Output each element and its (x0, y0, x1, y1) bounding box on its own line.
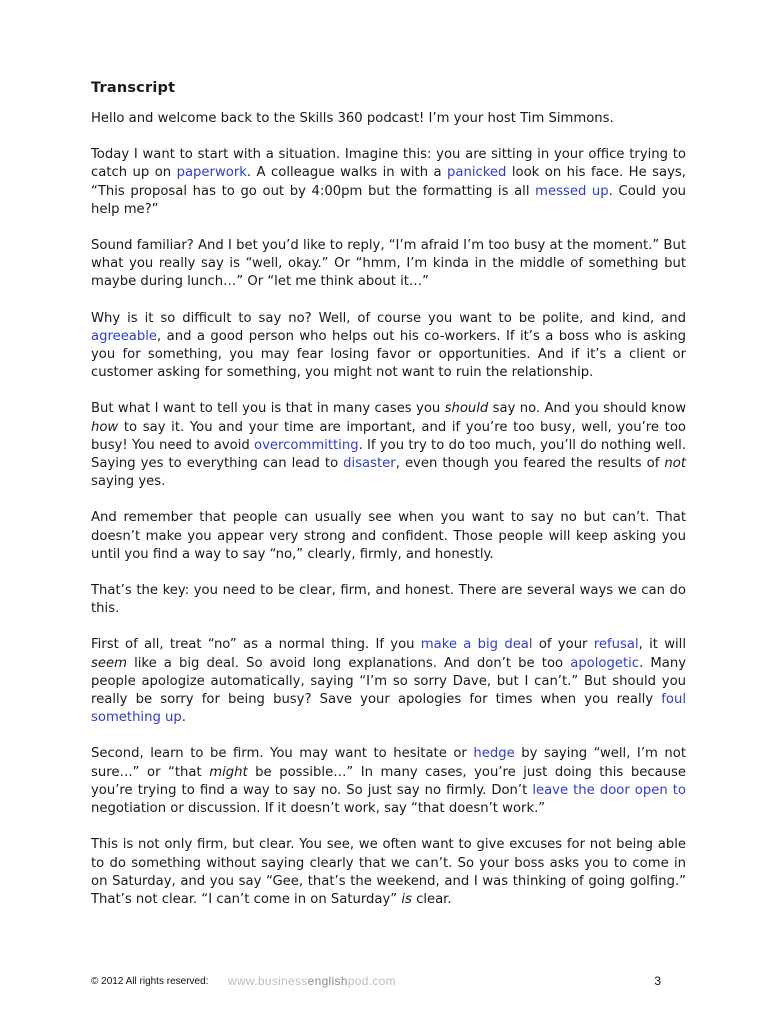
paragraph-text: be possible…” In many cases, you’re just doing this because you’re trying to find a way to say no. So just say no firmly. Don’t (91, 764, 686, 798)
vocabulary-keyword: make a big deal (420, 637, 533, 653)
paragraph-text: But what I want to tell you is that in many cases you (91, 401, 445, 417)
paragraph-text: Hello and welcome back to the Skills 360 podcast! I’m your host Tim Simmons. (91, 111, 614, 126)
paragraph-text: Second, learn to be firm. You may want to hesitate or (91, 746, 474, 762)
emphasis-text: might (209, 764, 248, 780)
paragraph-text: That’s the key: you need to be clear, firm, and honest. There are several ways we can do this. (91, 583, 686, 617)
paragraph-text: to say it. You and your time are important, and if you’re too busy, well, you’re too busy! You need to avoid (91, 419, 686, 453)
paragraph-text: , and a good person who helps out his co-workers. If it’s a boss who is asking you for something, you may fear losing favor or opportunities. And if it’s a client or customer asking for something, you might not want to ruin the relationship. (91, 328, 686, 381)
transcript-paragraph (91, 110, 686, 128)
vocabulary-keyword: panicked (447, 165, 507, 181)
page-title: Transcript (91, 80, 176, 96)
vocabulary-keyword: leave the door open to (532, 782, 686, 798)
transcript-paragraph (91, 745, 686, 818)
paragraph-text: First of all, treat “no” as a normal thing. If you (91, 637, 421, 653)
transcript-page (91, 80, 686, 927)
paragraph-text: . If you try to do too much, you’ll do nothing well. Saying yes to everything can lead to (91, 437, 686, 472)
website-url-prefix: www.business (228, 974, 308, 988)
website-url-bold: english (307, 974, 348, 988)
paragraph-text: say no. And you should know (488, 401, 686, 417)
paragraph-text: Today I want to start with a situation. Imagine this: you are sitting in your office trying to catch up on (91, 147, 686, 181)
transcript-paragraph (91, 636, 686, 727)
vocabulary-keyword: messed up (535, 183, 609, 199)
emphasis-text: not (664, 456, 686, 472)
paragraph-text: , even though you feared the results of (395, 456, 665, 472)
paragraph-text: , it will (638, 637, 686, 653)
website-url-suffix: pod.com (347, 974, 396, 988)
transcript-paragraph (91, 582, 686, 618)
transcript-paragraph (91, 310, 686, 383)
emphasis-text: seem (91, 655, 127, 671)
paragraph-text: Sound familiar? And I bet you’d like to reply, “I’m afraid I’m too busy at the moment.” But what you really say is “well, okay.” Or “hmm, I’m kinda in the middle of something but maybe during lunch…” Or “let me think about it…” (91, 238, 686, 290)
paragraph-text: This is not only firm, but clear. You see, we often want to give excuses for not being able to do something without saying clearly that we can’t. So your boss asks you to come in on Saturday, and you say “Gee, that’s the weekend, and I was thinking of going golfing.” That’s not clear. “I can’t come in on Saturday” (91, 837, 686, 907)
transcript-body (91, 110, 686, 909)
vocabulary-keyword: agreeable (91, 328, 158, 344)
paragraph-text: . A colleague walks in with a (246, 165, 448, 181)
paragraph-text: look on his face. He says, “This proposal has to go out by 4:00pm but the formatting is all (91, 165, 686, 199)
emphasis-text: should (444, 401, 489, 417)
paragraph-text: And remember that people can usually see when you want to say no but can’t. That doesn’t make you appear very strong and confident. Those people will keep asking you until you find a way to say “no,” clearly, firmly, and honestly. (91, 510, 686, 562)
paragraph-text: by saying “well, I’m not sure…” or “that (91, 746, 686, 780)
vocabulary-keyword: hedge (473, 746, 515, 762)
vocabulary-keyword: disaster (343, 456, 396, 472)
paragraph-text: saying yes. (91, 474, 166, 490)
paragraph-text: . Could you help me?” (91, 183, 687, 217)
paragraph-text: . (181, 710, 186, 726)
vocabulary-keyword: foul something up (91, 692, 686, 726)
page-footer (91, 974, 661, 990)
paragraph-text: of your (532, 637, 594, 653)
paragraph-text: clear. (411, 891, 452, 907)
paragraph-text: . Many people apologize automatically, saying “I’m so sorry Dave, but I can’t.” But should you really be sorry for being busy? Save your apologies for times when you really (91, 655, 686, 708)
vocabulary-keyword: overcommitting (254, 437, 359, 453)
vocabulary-keyword: apologetic (570, 655, 640, 671)
vocabulary-keyword: refusal (593, 637, 639, 653)
transcript-paragraph (91, 146, 686, 219)
website-link[interactable] (228, 974, 396, 988)
transcript-paragraph (91, 836, 686, 909)
transcript-paragraph (91, 237, 686, 292)
paragraph-text: Why is it so difficult to say no? Well, of course you want to be polite, and kind, and (91, 310, 686, 326)
paragraph-text: like a big deal. So avoid long explanations. And don’t be too (126, 655, 571, 671)
transcript-paragraph (91, 400, 686, 491)
paragraph-text: negotiation or discussion. If it doesn’t work, say “that doesn’t work.” (91, 801, 546, 817)
emphasis-text: is (401, 891, 412, 907)
transcript-paragraph (91, 509, 686, 564)
page-number: 3 (654, 974, 661, 988)
copyright-notice: © 2012 All rights reserved: (91, 976, 209, 987)
vocabulary-keyword: paperwork (176, 165, 247, 181)
emphasis-text: how (91, 419, 119, 435)
